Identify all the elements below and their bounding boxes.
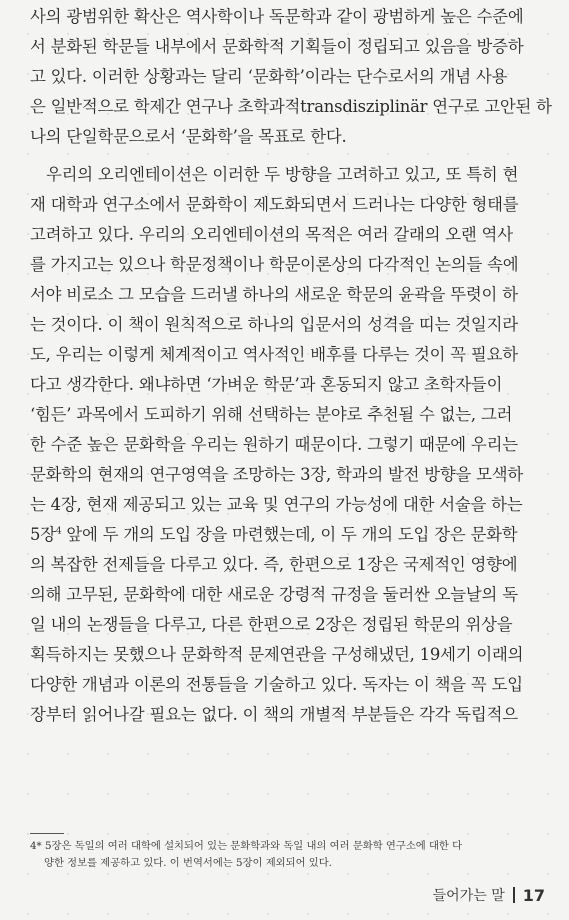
body-line: 사의 광범위한 확산은 역사학이나 독문학과 같이 광범하게 높은 수준에 — [30, 7, 524, 26]
body-line: 장부터 읽어나갈 필요는 없다. 이 책의 개별적 부분들은 각각 독립적으 — [30, 705, 518, 724]
body-line: 고 있다. 이러한 상황과는 달리 ‘문화학’이라는 단수로서의 개념 사용 — [30, 67, 508, 86]
body-line: 우리의 오리엔테이션은 이러한 두 방향을 고려하고 있고, 또 특히 현 — [46, 165, 519, 184]
body-line: 도, 우리는 이렇게 체계적이고 역사적인 배후를 다루는 것이 꼭 필요하 — [30, 345, 518, 364]
body-line: 고려하고 있다. 우리의 오리엔테이션의 목적은 여러 갈래의 오랜 역사 — [30, 225, 513, 244]
running-section-title: 들어가는 말 — [432, 888, 505, 904]
body-line: 를 가지고는 있으나 학문정책이나 학문이론상의 다각적인 논의들 속에 — [30, 255, 519, 274]
body-line: 는 것이다. 이 책이 원칙적으로 하나의 입문서의 성격을 띠는 것일지라 — [30, 315, 518, 334]
body-line: 는 4장, 현재 제공되고 있는 교육 및 연구의 가능성에 대한 서술을 하는 — [30, 495, 523, 514]
body-line: 재 대학과 연구소에서 문화학이 제도화되면서 드러나는 다양한 형태를 — [30, 195, 519, 214]
body-line: 한 수준 높은 문화학을 우리는 원하기 때문이다. 그렇기 때문에 우리는 — [30, 435, 518, 454]
body-line: 서 분화된 학문들 내부에서 문화학적 기획들이 정립되고 있음을 방증하 — [30, 37, 524, 56]
body-line — [30, 525, 545, 545]
body-line: 다양한 개념과 이론의 전통들을 기술하고 있다. 독자는 이 책을 꼭 도입 — [30, 675, 523, 694]
page-footer — [433, 885, 545, 905]
line-rest: 앞에 두 개의 도입 장을 마련했는데, 이 두 개의 도입 장은 문화학 — [61, 525, 518, 544]
footnote-divider — [30, 833, 64, 834]
body-line: 서야 비로소 그 모습을 드러낼 하나의 새로운 학문의 윤곽을 뚜렷이 하 — [30, 285, 518, 304]
body-line: 의 복잡한 전제들을 다루고 있다. 즉, 한편으로 1장은 국제적인 영향에 — [30, 555, 518, 574]
body-line: 다고 생각한다. 왜냐하면 ‘가벼운 학문’과 혼동되지 않고 초학자들이 — [30, 375, 503, 394]
body-line: 문화학의 현재의 연구영역을 조망하는 3장, 학과의 발전 방향을 모색하 — [30, 465, 524, 484]
body-line: 나의 단일학문으로서 ‘문화학’을 목표로 한다. — [30, 127, 347, 146]
body-line: 일 내의 논쟁들을 다루고, 다른 한편으로 2장은 정립된 학문의 위상을 — [30, 615, 513, 634]
footnote-text: 양한 정보를 제공하고 있다. 이 번역서에는 5장이 제외되어 있다. — [44, 857, 332, 869]
footnote-marker: 4 — [55, 526, 62, 537]
body-line: 의해 고무된, 문화학에 대한 새로운 강령적 규정을 둘러싼 오늘날의 독 — [30, 585, 518, 604]
body-line: ‘힘든’ 과목에서 도피하기 위해 선택하는 분야로 추천될 수 없는, 그러 — [30, 405, 513, 424]
footnote-text: 4* 5장은 독일의 여러 대학에 설치되어 있는 문화학과와 독일 내의 여러 문화학 연구소에 대한 다 — [30, 840, 463, 852]
footer-divider — [513, 887, 515, 903]
body-line: 은 일반적으로 학제간 연구나 초학과적transdisziplinär 연구로 고안된 하 — [30, 97, 552, 116]
page-number: 17 — [522, 885, 545, 905]
chapter-ref: 5장 — [30, 525, 56, 544]
body-line: 획득하지는 못했으나 문화학적 문제연관을 구성해냈던, 19세기 이래의 — [30, 645, 524, 664]
